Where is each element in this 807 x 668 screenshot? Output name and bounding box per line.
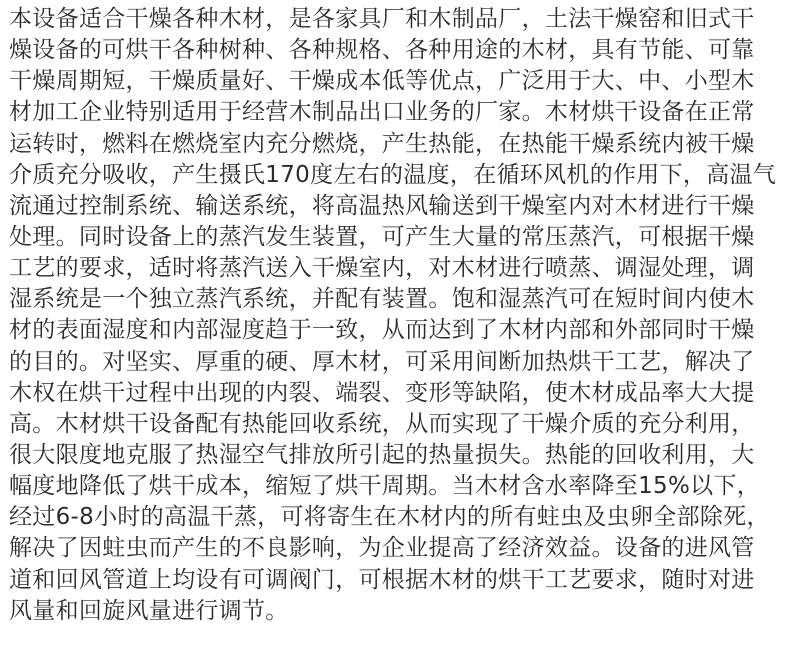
- text-line: 木权在烘干过程中出现的内裂、端裂、变形等缺陷，使木材成品率大大提: [9, 379, 755, 406]
- text-line: 风量和回旋风量进行调节。: [9, 597, 289, 624]
- text-line: 的目的。对坚实、厚重的硬、厚木材，可采用间断加热烘干工艺，解决了: [9, 348, 755, 375]
- text-line: 道和回风管道上均设有可调阀门，可根据木材的烘干工艺要求，随时对进: [9, 566, 755, 593]
- text-line: 解决了因蛀虫而产生的不良影响，为企业提高了经济效益。设备的进风管: [9, 535, 755, 562]
- text-line: 幅度地降低了烘干成本，缩短了烘干周期。当木材含水率降至15%以下，: [9, 473, 761, 500]
- text-line: 湿系统是一个独立蒸汽系统，并配有装置。饱和湿蒸汽可在短时间内使木: [9, 286, 755, 313]
- text-line: 运转时，燃料在燃烧室内充分燃烧，产生热能，在热能干燥系统内被干燥: [9, 130, 755, 157]
- text-line: 经过6-8小时的高温干蒸，可将寄生在木材内的所有蛀虫及虫卵全部除死，: [9, 504, 770, 531]
- text-line: 燥设备的可烘干各种树种、各种规格、各种用途的木材，具有节能、可靠: [9, 37, 755, 64]
- text-line: 本设备适合干燥各种木材，是各家具厂和木制品厂，土法干燥窑和旧式干: [9, 6, 755, 32]
- text-line: 处理。同时设备上的蒸汽发生装置，可产生大量的常压蒸汽，可根据干燥: [9, 223, 755, 250]
- article-body: [9, 4, 801, 627]
- text-line: 高。木材烘干设备配有热能回收系统，从而实现了干燥介质的充分利用，: [9, 410, 755, 437]
- text-line: 介质充分吸收，产生摄氏170度左右的温度，在循环风机的作用下，高温气: [9, 161, 777, 188]
- text-line: 干燥周期短，干燥质量好、干燥成本低等优点，广泛用于大、中、小型木: [9, 68, 755, 95]
- text-line: 很大限度地克服了热湿空气排放所引起的热量损失。热能的回收利用，大: [9, 441, 755, 468]
- text-line: 材的表面湿度和内部湿度趋于一致，从而达到了木材内部和外部同时干燥: [9, 317, 755, 344]
- text-line: 工艺的要求，适时将蒸汽送入干燥室内，对木材进行喷蒸、调湿处理，调: [9, 255, 755, 282]
- text-line: 材加工企业特别适用于经营木制品出口业务的厂家。木材烘干设备在正常: [9, 99, 755, 126]
- text-line: 流通过控制系统、输送系统，将高温热风输送到干燥室内对木材进行干燥: [9, 192, 755, 219]
